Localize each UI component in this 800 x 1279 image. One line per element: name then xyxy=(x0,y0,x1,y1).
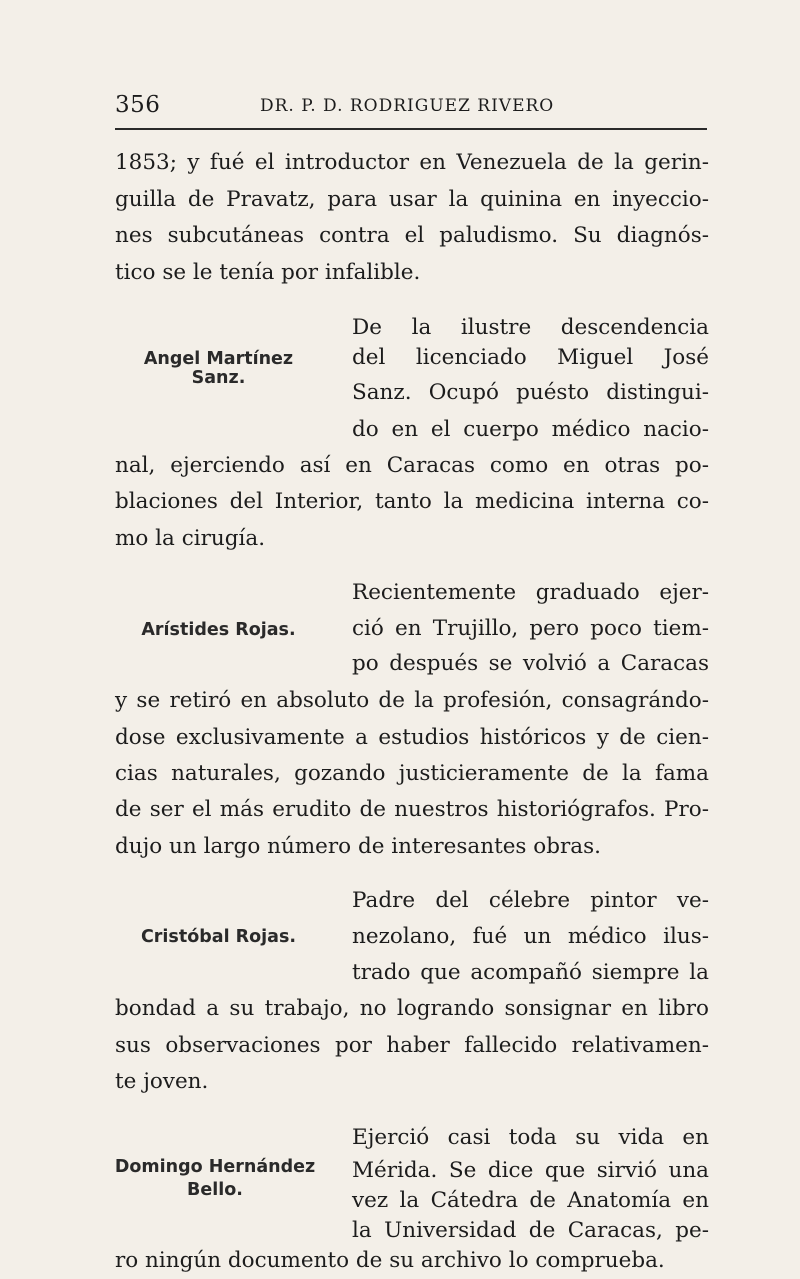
text-line: Ejerció casi toda su vida en xyxy=(352,1125,709,1150)
text-line: y se retiró en absoluto de la profesión, consagrándo- xyxy=(115,688,709,713)
margin-name-line: Domingo Hernández xyxy=(114,1157,316,1177)
text-line: vez la Cátedra de Anatomía en xyxy=(352,1188,709,1213)
text-line: guilla de Pravatz, para usar la quinina en inyeccio- xyxy=(115,187,709,212)
margin-name-line: Arístides Rojas. xyxy=(141,620,296,640)
text-line: Padre del célebre pintor ve- xyxy=(352,888,709,913)
text-line: po después se volvió a Caracas xyxy=(352,651,709,676)
margin-name-angel-martinez-sanz xyxy=(115,350,322,389)
text-line: dujo un largo número de interesantes obras. xyxy=(115,834,601,859)
text-line: dose exclusivamente a estudios históricos y de cien- xyxy=(115,725,709,750)
text-line: Sanz. Ocupó puésto distingui- xyxy=(352,380,709,405)
text-line: tico se le tenía por infalible. xyxy=(115,260,421,285)
text-line: ro ningún documento de su archivo lo comprueba. xyxy=(115,1248,665,1273)
margin-name-line: Bello. xyxy=(187,1180,243,1201)
text-line: do en el cuerpo médico nacio- xyxy=(352,417,709,442)
text-line: blaciones del Interior, tanto la medicina interna co- xyxy=(115,489,709,514)
text-line: del licenciado Miguel José xyxy=(352,345,709,370)
text-line: sus observaciones por haber fallecido relativamen- xyxy=(115,1033,709,1058)
text-line: trado que acompañó siempre la xyxy=(352,960,709,985)
text-line: nes subcutáneas contra el paludismo. Su diagnós- xyxy=(115,223,709,248)
running-head: DR. P. D. RODRIGUEZ RIVERO xyxy=(260,96,555,116)
text-line: de ser el más erudito de nuestros historiógrafos. Pro- xyxy=(115,797,709,822)
text-line: cias naturales, gozando justicieramente de la fama xyxy=(115,761,709,786)
text-line: De la ilustre descendencia xyxy=(352,315,709,340)
text-line: bondad a su trabajo, no logrando sonsignar en libro xyxy=(115,996,709,1021)
text-line: la Universidad de Caracas, pe- xyxy=(352,1218,709,1243)
text-line: Recientemente graduado ejer- xyxy=(352,580,709,605)
text-line: nal, ejerciendo así en Caracas como en otras po- xyxy=(115,453,709,478)
margin-name-line: Sanz. xyxy=(191,368,246,389)
margin-name-aristides-rojas xyxy=(115,621,322,640)
margin-name-domingo-hernandez-bello xyxy=(95,1158,335,1201)
text-line: 1853; y fué el introductor en Venezuela de la gerin- xyxy=(115,150,709,175)
margin-name-line: Angel Martínez xyxy=(143,349,294,369)
text-line: ció en Trujillo, pero poco tiem- xyxy=(352,616,709,641)
header-rule xyxy=(115,128,707,130)
page-header xyxy=(115,92,705,122)
text-line: te joven. xyxy=(115,1069,209,1094)
page-number: 356 xyxy=(115,92,161,118)
text-line: mo la cirugía. xyxy=(115,526,266,551)
margin-name-cristobal-rojas xyxy=(115,928,322,947)
margin-name-line: Cristóbal Rojas. xyxy=(140,927,297,947)
text-line: nezolano, fué un médico ilus- xyxy=(352,924,709,949)
text-line: Mérida. Se dice que sirvió una xyxy=(352,1158,709,1183)
